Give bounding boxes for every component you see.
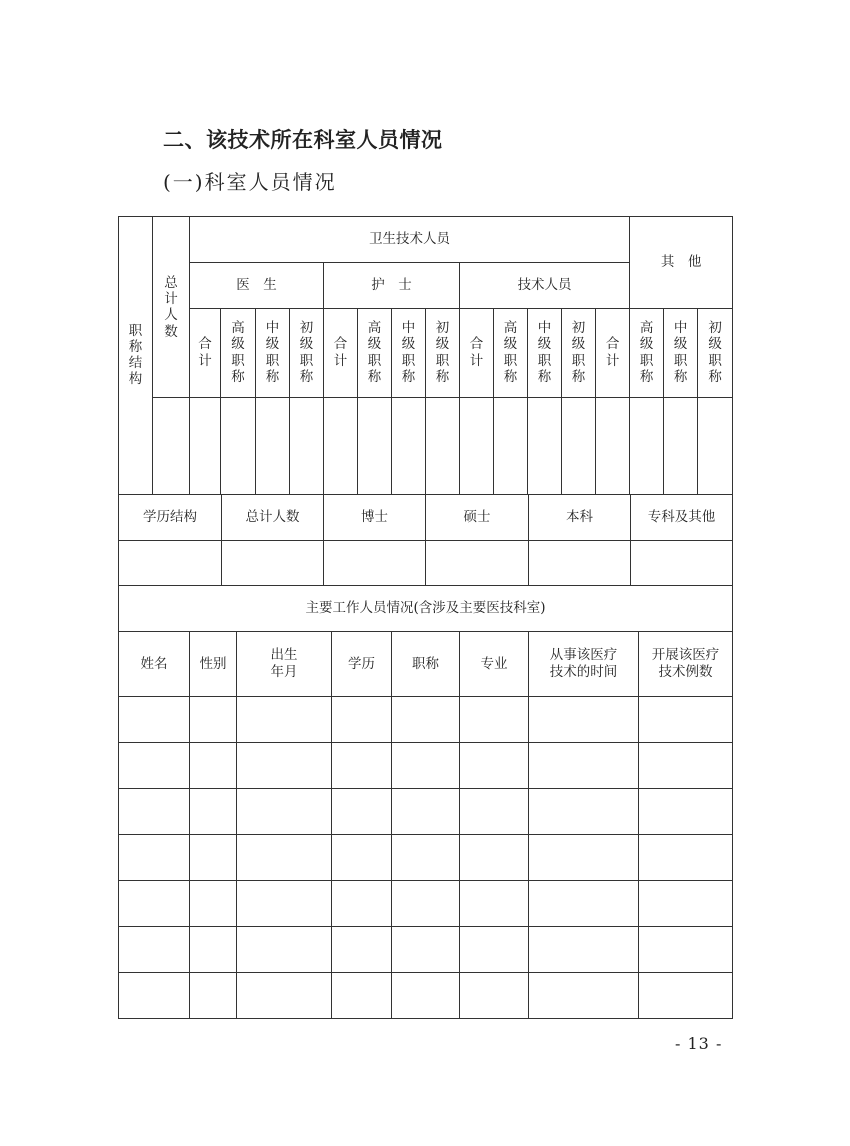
input-cell[interactable]: [119, 927, 190, 973]
tech-total-header: 合计: [460, 309, 494, 398]
input-cell[interactable]: [529, 973, 639, 1019]
main-staff-table: [118, 585, 733, 1019]
tech-middle-header: 中级职称: [528, 309, 562, 398]
input-cell[interactable]: [237, 881, 332, 927]
title-structure-label: 职称结构: [119, 217, 153, 495]
input-cell[interactable]: [237, 697, 332, 743]
doctor-total-header: 合计: [190, 309, 221, 398]
nurse-header: 护 士: [324, 263, 460, 309]
input-cell[interactable]: [358, 398, 392, 495]
input-cell[interactable]: [153, 398, 190, 495]
table-row: [119, 927, 733, 973]
title-total-label: 总计人数: [153, 217, 190, 398]
input-cell[interactable]: [332, 973, 392, 1019]
input-cell[interactable]: [392, 835, 460, 881]
input-cell[interactable]: [630, 398, 664, 495]
input-cell[interactable]: [392, 973, 460, 1019]
input-cell[interactable]: [332, 927, 392, 973]
input-cell[interactable]: [324, 541, 426, 586]
input-cell[interactable]: [332, 881, 392, 927]
table-row: [119, 881, 733, 927]
input-cell[interactable]: [190, 789, 237, 835]
title-structure-table: [118, 216, 733, 495]
input-cell[interactable]: [562, 398, 596, 495]
input-cell[interactable]: [190, 835, 237, 881]
input-cell[interactable]: [237, 743, 332, 789]
table-row: [119, 789, 733, 835]
input-cell[interactable]: [237, 789, 332, 835]
input-cell[interactable]: [119, 541, 222, 586]
input-cell[interactable]: [460, 881, 529, 927]
education-data-row: [119, 541, 733, 586]
input-cell[interactable]: [639, 881, 733, 927]
gender-header: 性别: [190, 632, 237, 697]
table-row: [119, 743, 733, 789]
title-data-row: [119, 398, 733, 495]
input-cell[interactable]: [119, 973, 190, 1019]
page-number: - 13 -: [675, 1034, 723, 1053]
page-heading: 二、该技术所在科室人员情况: [163, 128, 443, 152]
nurse-total-header: 合计: [324, 309, 358, 398]
input-cell[interactable]: [119, 835, 190, 881]
table-row: [119, 973, 733, 1019]
others-junior-header: 初级职称: [698, 309, 733, 398]
tech-junior-header: 初级职称: [562, 309, 596, 398]
birth-header: 出生年月: [237, 632, 332, 697]
input-cell[interactable]: [290, 398, 324, 495]
education-label: 学历结构: [119, 495, 222, 541]
input-cell[interactable]: [639, 927, 733, 973]
name-header: 姓名: [119, 632, 190, 697]
input-cell[interactable]: [119, 697, 190, 743]
nurse-senior-header: 高级职称: [358, 309, 392, 398]
input-cell[interactable]: [392, 881, 460, 927]
bachelor-header: 本科: [529, 495, 631, 541]
doctorate-header: 博士: [324, 495, 426, 541]
input-cell[interactable]: [392, 789, 460, 835]
technician-header: 技术人员: [460, 263, 630, 309]
input-cell[interactable]: [237, 835, 332, 881]
input-cell[interactable]: [528, 398, 562, 495]
others-senior-header: 高级职称: [630, 309, 664, 398]
doctor-header: 医 生: [190, 263, 324, 309]
input-cell[interactable]: [529, 881, 639, 927]
input-cell[interactable]: [529, 697, 639, 743]
education-header: 学历: [332, 632, 392, 697]
input-cell[interactable]: [529, 835, 639, 881]
major-header: 专业: [460, 632, 529, 697]
input-cell[interactable]: [596, 398, 630, 495]
health-tech-header: 卫生技术人员: [190, 217, 630, 263]
input-cell[interactable]: [237, 927, 332, 973]
practice-time-header: 从事该医疗技术的时间: [529, 632, 639, 697]
doctor-middle-header: 中级职称: [256, 309, 290, 398]
input-cell[interactable]: [392, 398, 426, 495]
input-cell[interactable]: [639, 697, 733, 743]
nurse-middle-header: 中级职称: [392, 309, 426, 398]
input-cell[interactable]: [529, 927, 639, 973]
case-count-header: 开展该医疗技术例数: [639, 632, 733, 697]
tech-senior-header: 高级职称: [494, 309, 528, 398]
input-cell[interactable]: [190, 973, 237, 1019]
input-cell[interactable]: [460, 398, 494, 495]
college-header: 专科及其他: [631, 495, 733, 541]
input-cell[interactable]: [639, 743, 733, 789]
input-cell[interactable]: [529, 789, 639, 835]
input-cell[interactable]: [190, 743, 237, 789]
input-cell[interactable]: [529, 541, 631, 586]
input-cell[interactable]: [460, 697, 529, 743]
doctor-junior-header: 初级职称: [290, 309, 324, 398]
education-structure-table: [118, 494, 733, 586]
input-cell[interactable]: [190, 398, 221, 495]
others-middle-header: 中级职称: [664, 309, 698, 398]
input-cell[interactable]: [392, 927, 460, 973]
input-cell[interactable]: [639, 973, 733, 1019]
education-total-header: 总计人数: [222, 495, 324, 541]
input-cell[interactable]: [631, 541, 733, 586]
table-row: [119, 697, 733, 743]
input-cell[interactable]: [119, 743, 190, 789]
input-cell[interactable]: [190, 927, 237, 973]
input-cell[interactable]: [639, 789, 733, 835]
input-cell[interactable]: [639, 835, 733, 881]
input-cell[interactable]: [332, 835, 392, 881]
sub-heading: (一)科室人员情况: [163, 170, 337, 194]
input-cell[interactable]: [460, 835, 529, 881]
input-cell[interactable]: [664, 398, 698, 495]
nurse-junior-header: 初级职称: [426, 309, 460, 398]
input-cell[interactable]: [222, 541, 324, 586]
table-row: [119, 835, 733, 881]
input-cell[interactable]: [426, 398, 460, 495]
input-cell[interactable]: [460, 973, 529, 1019]
input-cell[interactable]: [460, 927, 529, 973]
input-cell[interactable]: [324, 398, 358, 495]
input-cell[interactable]: [332, 697, 392, 743]
doctor-senior-header: 高级职称: [221, 309, 256, 398]
input-cell[interactable]: [256, 398, 290, 495]
input-cell[interactable]: [190, 881, 237, 927]
input-cell[interactable]: [221, 398, 256, 495]
input-cell[interactable]: [494, 398, 528, 495]
input-cell[interactable]: [190, 697, 237, 743]
input-cell[interactable]: [426, 541, 529, 586]
input-cell[interactable]: [332, 789, 392, 835]
input-cell[interactable]: [119, 881, 190, 927]
input-cell[interactable]: [392, 743, 460, 789]
master-header: 硕士: [426, 495, 529, 541]
input-cell[interactable]: [529, 743, 639, 789]
input-cell[interactable]: [698, 398, 733, 495]
input-cell[interactable]: [237, 973, 332, 1019]
input-cell[interactable]: [392, 697, 460, 743]
input-cell[interactable]: [460, 743, 529, 789]
tech-total2-header: 合计: [596, 309, 630, 398]
input-cell[interactable]: [460, 789, 529, 835]
professional-title-header: 职称: [392, 632, 460, 697]
others-header: 其 他: [630, 217, 733, 309]
main-staff-title: 主要工作人员情况(含涉及主要医技科室): [119, 586, 733, 632]
input-cell[interactable]: [332, 743, 392, 789]
input-cell[interactable]: [119, 789, 190, 835]
